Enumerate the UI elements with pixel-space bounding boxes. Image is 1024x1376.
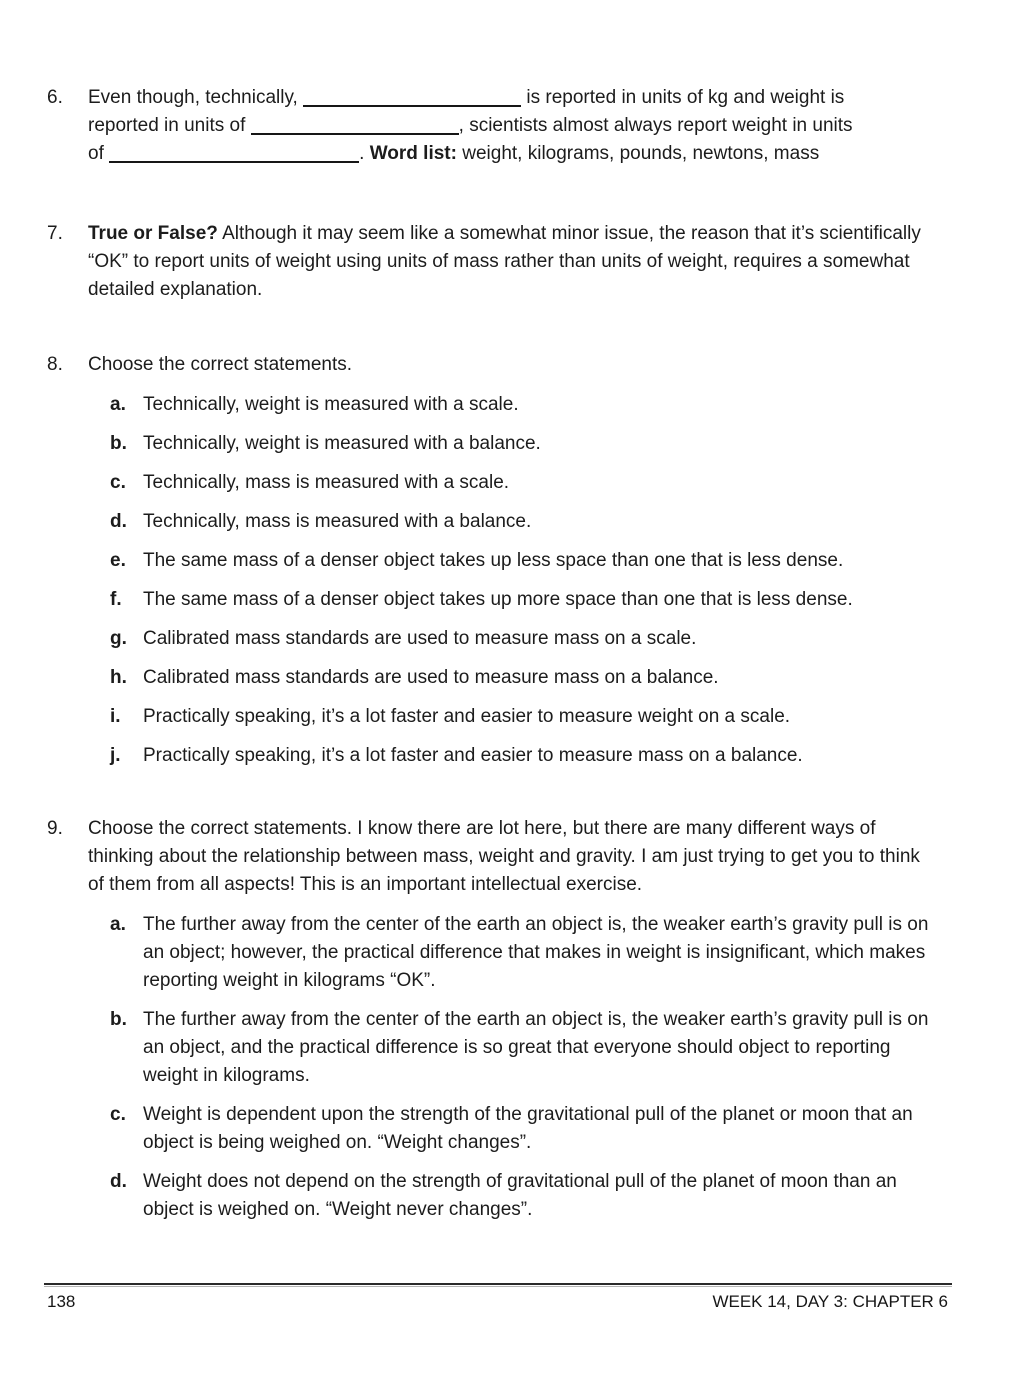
list-item-letter: d. — [110, 1171, 127, 1192]
list-item-text: Technically, mass is measured with a balance. — [143, 511, 532, 532]
list-item-text: The further away from the center of the earth an object is, the weaker earth’s gravity pull is on an object, and the practical difference is so great that everyone should object to reporting weight in kilograms. — [143, 1009, 929, 1086]
question-9-body — [88, 815, 930, 1224]
question-7-number: 7. — [47, 223, 63, 244]
page-footer — [47, 1291, 948, 1313]
question-text: Choose the correct statements. — [88, 354, 353, 375]
list-item-letter: c. — [110, 472, 126, 493]
question-9-number: 9. — [47, 818, 63, 839]
question-8-choices — [88, 391, 930, 770]
list-item — [88, 1168, 930, 1224]
list-item — [88, 469, 930, 497]
footer-rule — [44, 1283, 952, 1287]
question-text: is reported in units of kg and weight is — [526, 87, 845, 108]
page-number: 138 — [47, 1292, 76, 1311]
list-item-letter: h. — [110, 667, 127, 688]
list-item — [88, 1101, 930, 1157]
list-item-letter: d. — [110, 511, 127, 532]
list-item-text: Technically, mass is measured with a scale. — [143, 472, 510, 493]
list-item-text: Practically speaking, it’s a lot faster and easier to measure mass on a balance. — [143, 745, 803, 766]
question-text: Although it may seem like a somewhat minor issue, the reason that it’s scientifically “OK” to report units of weight using units of mass rather than units of weight, requires a somewhat detailed explanation. — [88, 223, 921, 300]
question-6-body — [88, 84, 930, 168]
list-item-text: Calibrated mass standards are used to measure mass on a scale. — [143, 628, 697, 649]
list-item-text: Weight is dependent upon the strength of the gravitational pull of the planet or moon that an object is being weighed on. “Weight changes”. — [143, 1104, 913, 1153]
fill-in-blank — [303, 104, 521, 107]
list-item — [88, 391, 930, 419]
question-7 — [47, 220, 930, 304]
list-item-text: The further away from the center of the earth an object is, the weaker earth’s gravity pull is on an object; however, the practical difference that makes in weight is insignificant, which makes reporting weight in kilograms “OK”. — [143, 914, 929, 991]
list-item-text: Practically speaking, it’s a lot faster and easier to measure weight on a scale. — [143, 706, 791, 727]
list-item-letter: g. — [110, 628, 127, 649]
question-6 — [47, 84, 930, 168]
list-item — [88, 586, 930, 614]
list-item-letter: a. — [110, 914, 126, 935]
list-item-text: Technically, weight is measured with a scale. — [143, 394, 519, 415]
list-item-text: The same mass of a denser object takes up more space than one that is less dense. — [143, 589, 853, 610]
list-item — [88, 664, 930, 692]
list-item — [88, 430, 930, 458]
list-item-text: Technically, weight is measured with a balance. — [143, 433, 541, 454]
list-item-text: The same mass of a denser object takes up less space than one that is less dense. — [143, 550, 844, 571]
question-6-number: 6. — [47, 87, 63, 108]
list-item-letter: f. — [110, 589, 122, 610]
list-item-letter: c. — [110, 1104, 126, 1125]
true-or-false-label: True or False? — [88, 223, 218, 244]
question-8 — [47, 351, 930, 770]
question-9 — [47, 815, 930, 1224]
list-item-letter: j. — [110, 745, 121, 766]
word-list-label: Word list: — [369, 143, 457, 164]
question-text: Even though, technically, — [88, 87, 298, 108]
question-text: reported in units of — [88, 115, 246, 136]
list-item — [88, 911, 930, 995]
list-item-letter: b. — [110, 1009, 127, 1030]
word-list-words: weight, kilograms, pounds, newtons, mass — [462, 143, 820, 164]
list-item-letter: b. — [110, 433, 127, 454]
question-6-line-2 — [88, 112, 930, 140]
question-8-body — [88, 351, 930, 770]
fill-in-blank — [251, 132, 459, 135]
question-6-line-3 — [88, 140, 930, 168]
list-item — [88, 508, 930, 536]
question-6-line-1 — [88, 84, 930, 112]
list-item — [88, 547, 930, 575]
fill-in-blank — [109, 160, 359, 163]
question-9-choices — [88, 911, 930, 1224]
list-item-letter: i. — [110, 706, 121, 727]
question-text: Choose the correct statements. I know there are lot here, but there are many different ways of thinking about the relationship between mass, weight and gravity. I am just trying to get you to think of them from all aspects! This is an important intellectual exercise. — [88, 818, 920, 895]
question-8-number: 8. — [47, 354, 63, 375]
list-item — [88, 1006, 930, 1090]
footer-chapter-label: WEEK 14, DAY 3: CHAPTER 6 — [712, 1292, 948, 1311]
list-item-text: Calibrated mass standards are used to measure mass on a balance. — [143, 667, 719, 688]
question-text: . — [359, 143, 365, 164]
question-7-body — [88, 220, 930, 304]
list-item-letter: a. — [110, 394, 126, 415]
question-text: , scientists almost always report weight in units — [458, 115, 853, 136]
list-item — [88, 742, 930, 770]
question-text: of — [88, 143, 104, 164]
list-item — [88, 625, 930, 653]
list-item-letter: e. — [110, 550, 126, 571]
list-item — [88, 703, 930, 731]
list-item-text: Weight does not depend on the strength of gravitational pull of the planet of moon than an object is weighed on. “Weight never changes”. — [143, 1171, 897, 1220]
